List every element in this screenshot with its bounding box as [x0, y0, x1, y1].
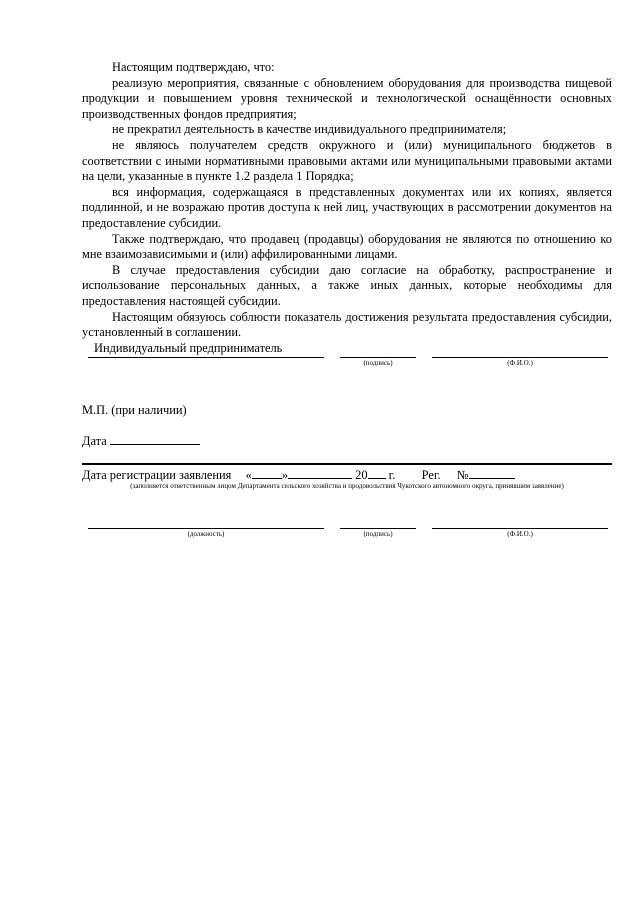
- fio-caption: (Ф.И.О.): [507, 530, 533, 538]
- registration-row: [82, 466, 515, 483]
- paragraph: не являюсь получателем средств окружного и (или) муниципального бюджетов в соответствии с иными нормативными правовыми актами или муниципальными правовыми актами на цели, указанные в пункте 1.2 раздела 1 Порядка;: [82, 137, 612, 184]
- paragraph: реализую мероприятия, связанные с обновлением оборудования для производства пищевой продукции и повышением уровня технической и технологической оснащённости основных производственных фондов предприятия;: [82, 75, 612, 121]
- reg-label: Рег.: [421, 468, 441, 482]
- paragraph: В случае предоставления субсидии даю согласие на обработку, распространение и использование персональных данных, а также иных данных, которые необходимы для предоставления настоящей субсидии.: [82, 262, 612, 308]
- year-prefix: 20: [355, 468, 368, 482]
- date-row: [82, 432, 200, 449]
- official-signature-row: [88, 514, 610, 544]
- date-field[interactable]: [110, 432, 200, 445]
- official-fio-line[interactable]: [432, 514, 608, 529]
- reg-number-field[interactable]: [469, 466, 515, 479]
- month-field[interactable]: [288, 466, 352, 479]
- signature-line[interactable]: [340, 343, 416, 358]
- num-label: №: [456, 468, 469, 482]
- quote-open: «: [245, 468, 252, 482]
- declaration-text: [82, 60, 612, 341]
- day-field[interactable]: [252, 466, 282, 479]
- position-line[interactable]: [88, 343, 324, 358]
- position-caption: (должность): [187, 530, 225, 538]
- signature-caption: (подпись): [363, 530, 393, 538]
- position-text: Индивидуальный предприниматель: [94, 341, 283, 355]
- year-field[interactable]: [368, 466, 386, 479]
- stamp-label: М.П. (при наличии): [82, 403, 187, 417]
- paragraph: Настоящим подтверждаю, что:: [112, 60, 275, 74]
- official-position-line[interactable]: [88, 514, 324, 529]
- signature-caption: (подпись): [363, 359, 393, 367]
- fio-caption: (Ф.И.О.): [507, 359, 533, 367]
- paragraph: Также подтверждаю, что продавец (продавцы) оборудования не являются по отношению ко мне взаимозависимыми и (или) аффилированными лицами.: [82, 231, 612, 262]
- paragraph: не прекратил деятельность в качестве индивидуального предпринимателя;: [112, 122, 507, 137]
- registration-date-label: Дата регистрации заявления: [82, 468, 232, 482]
- quote-close: »: [281, 468, 289, 482]
- date-label: Дата: [82, 434, 107, 448]
- year-suffix: г.: [388, 468, 396, 482]
- fio-line[interactable]: [432, 343, 608, 358]
- applicant-signature-row: [88, 343, 610, 373]
- official-signature-line[interactable]: [340, 514, 416, 529]
- paragraph: вся информация, содержащаяся в представленных документах или их копиях, является подлинной, и не возражаю против доступа к ней лиц, участвующих в рассмотрении документов на предоставление субсидии.: [82, 184, 612, 230]
- divider: [82, 463, 612, 465]
- registration-note: (заполняется ответственным лицом Департамента сельского хозяйства и продовольствия Чукотского автономного округа, принявшим заявление): [130, 482, 564, 490]
- paragraph: Настоящим обязуюсь соблюсти показатель достижения результата предоставления субсидии, установленный в соглашении.: [82, 309, 612, 340]
